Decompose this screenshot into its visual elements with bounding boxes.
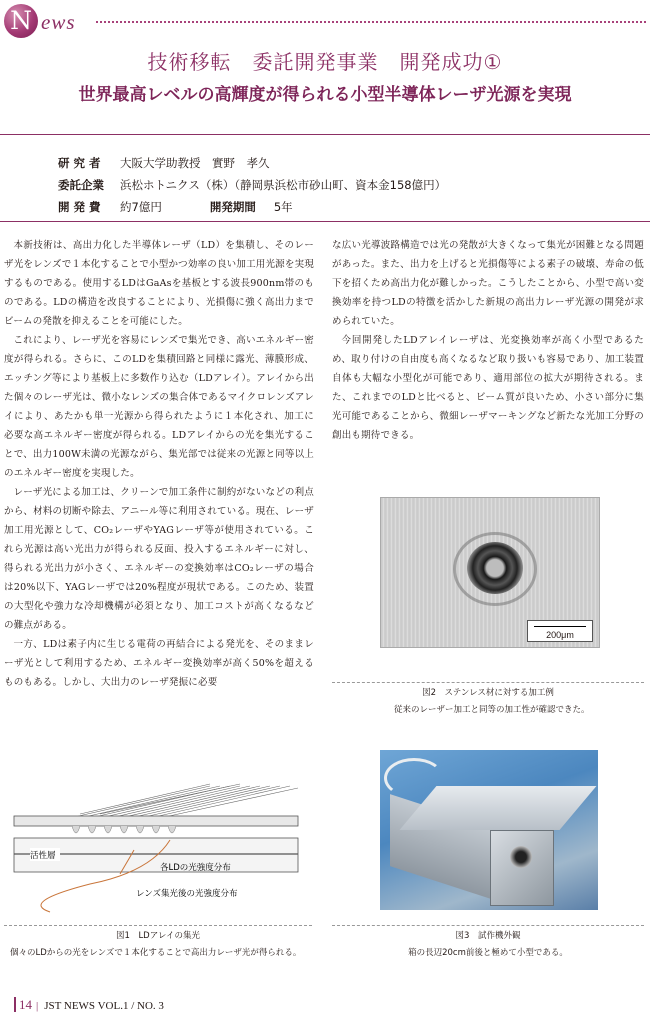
- fig3-caption-title: 図3 試作機外観: [455, 931, 521, 941]
- fig2-crater: [467, 542, 523, 594]
- body-paragraph: 一方、LDは素子内に生じる電荷の再結合による発光を、そのままレーザ光として利用するため、エネルギー変換効率が高く50%を超えるものもある。しかし、大出力のレーザ発振に必要: [4, 639, 314, 688]
- fig1-caption-title: 図1 LDアレイの集光: [116, 931, 200, 941]
- fig3-lens: [510, 846, 532, 868]
- body-paragraph: 本新技術は、高出力化した半導体レーザ（LD）を集積し、そのレーザ光をレンズで１本化することで小型かつ効率の良い加工用光源を実現するものである。使用するLDはGaAsを基板とする波長900nm帯のものである。LDの構造を改良することにより、光損傷に強く高出力までビームの発散を抑えることを可能にした。: [4, 240, 314, 327]
- title-rule: [0, 134, 650, 135]
- fig1-substrate-top: [14, 816, 298, 826]
- fig1-label-each-ld: 各LDの光強度分布: [160, 863, 231, 873]
- fig1-caption-rule: [4, 925, 312, 926]
- article-title: 世界最高レベルの高輝度が得られる小型半導体レーザ光源を実現: [78, 85, 572, 105]
- news-logo-circle: N: [4, 4, 38, 38]
- info-cost: [58, 196, 618, 218]
- fig1-caption-text: 個々のLDからの光をレンズで１本化することで高出力レーザ光が得られる。: [10, 948, 302, 958]
- body-column-right: [332, 236, 644, 445]
- info-rule: [0, 221, 650, 222]
- info-cost-label: 開発費: [58, 200, 105, 214]
- publication-name: JST NEWS VOL.1 / NO. 3: [44, 1000, 164, 1012]
- fig2-caption-rule: [332, 682, 644, 683]
- fig2-scale-bar: [527, 620, 593, 642]
- fig3-caption-text: 箱の長辺20cm前後と極めて小型である。: [408, 948, 568, 958]
- fig2-scale-label: 200μm: [546, 630, 574, 640]
- fig1-emitters: [72, 826, 176, 833]
- info-researcher-value: 大阪大学助教授 實野 孝久: [120, 156, 270, 170]
- info-researcher: [58, 152, 618, 174]
- news-header: [4, 4, 646, 40]
- info-period-label: 開発期間: [209, 200, 256, 214]
- fig1-beam-lines: [70, 784, 298, 818]
- info-researcher-label: 研究者: [58, 156, 105, 170]
- body-paragraph: 今回開発したLDアレイレーザは、光変換効率が高く小型であるため、取り付けの自由度も高くなるなど取り扱いも容易であり、加工装置自体も大幅な小型化が可能であり、適用部位の拡大が期待される。また、これまでのLDと比べると、ビーム質が良いため、小さい部分に集光可能であることから、微細レーザマーキングなど新たな光加工分野の創出も期待できる。: [332, 335, 644, 441]
- info-company-value: 浜松ホトニクス（株）（静岡県浜松市砂山町、資本金158億円）: [120, 178, 447, 192]
- project-info: [58, 152, 618, 218]
- fig1-label-after-lens: レンズ集光後の光強度分布: [136, 889, 238, 899]
- fig2-caption-title: 図2 ステンレス材に対する加工例: [422, 688, 554, 698]
- info-cost-value: 約7億円: [120, 200, 162, 214]
- scale-arrow-icon: [534, 626, 586, 627]
- info-company-label: 委託企業: [58, 178, 104, 192]
- footer-separator: |: [36, 1000, 39, 1012]
- header-dotted-line: [96, 21, 646, 23]
- info-period-value: 5年: [273, 200, 293, 214]
- fig1-diagram: [10, 766, 304, 913]
- fig2-micrograph: [380, 497, 600, 648]
- fig3-device-photo: [380, 750, 598, 910]
- page-footer: [14, 997, 164, 1013]
- page-number: 14: [14, 997, 32, 1012]
- body-paragraph: な広い光導波路構造では光の発散が大きくなって集光が困難となる問題があった。また、出力を上げると光損傷等による素子の破壊、寿命の低下を招くため高出力化が難しかった。こうしたことから、小型で高い変換効率を持つLDの特徴を活かした新規の高出力レーザ光源の開発が求められていた。: [332, 240, 644, 327]
- body-paragraph: レーザ光による加工は、クリーンで加工条件に制約がないなどの利点から、材料の切断や除去、アニール等に利用されている。現在、レーザ加工用光源として、CO₂レーザやYAGレーザ等が使用されている。これら光源は高い光出力が得られる反面、投入するエネルギーに対し、得られる光出力が小さく、エネルギーの変換効率はCO₂レーザの場合は20%以下、YAGレーザでは20%程度が現状である。このため、装置の大型化や強力な冷却機構が必須となり、加工コストが高くなるなどの難点がある。: [4, 487, 315, 631]
- fig3-device-front: [490, 830, 554, 906]
- fig1-label-active: 活性層: [30, 851, 56, 861]
- body-column-left: [4, 236, 314, 692]
- article-kicker: 技術移転 委託開発事業 開発成功①: [147, 50, 503, 74]
- fig2-caption-text: 従来のレーザー加工と同等の加工性が確認できた。: [394, 705, 590, 715]
- body-paragraph: これにより、レーザ光を容易にレンズで集光でき、高いエネルギー密度が得られる。さらに、このLDを集積回路と同様に露光、薄膜形成、エッチング等により基板上に多数作り込む（LDアレイ）。アレイから出た個々のレーザ光は、微小なレンズの集合体であるマイクロレンズアレイにより、あたかも単一光源から得られたように１本化され、加工に必要な高エネルギー密度が得られる。LDアレイからの光を集光することで、出力100W未満の光源ながら、集光部では従来の光源と同等以上のエネルギー密度を実現した。: [4, 335, 314, 479]
- news-logo-word: ews: [41, 10, 76, 34]
- info-company: [58, 174, 618, 196]
- fig3-caption-rule: [332, 925, 644, 926]
